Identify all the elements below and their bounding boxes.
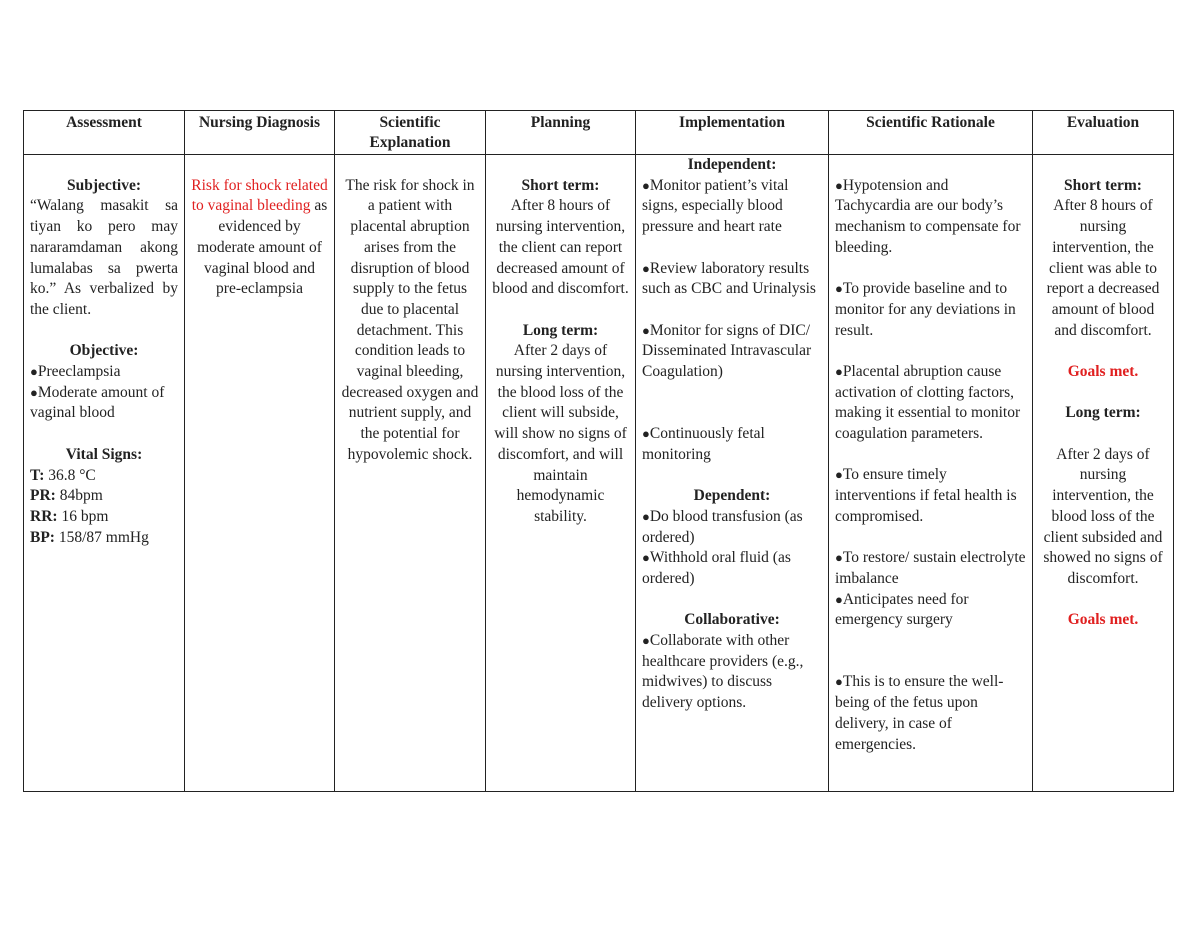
- vital-sign-pulse: [30, 486, 178, 507]
- independent-item: ● Continuously fetal monitoring: [642, 424, 822, 465]
- vital-sign-blood-pressure: [30, 528, 178, 549]
- header-evaluation: Evaluation: [1033, 111, 1174, 155]
- rationale-item: ● To restore/ sustain electrolyte imbalance: [835, 548, 1026, 589]
- header-assessment: Assessment: [24, 111, 185, 155]
- vital-sign-respiration: [30, 507, 178, 528]
- scientific-explanation-cell: [335, 155, 486, 792]
- vital-label: RR:: [30, 507, 58, 525]
- header-planning: Planning: [486, 111, 636, 155]
- rationale-item: ● Hypotension and Tachycardia are our body’s mechanism to compensate for bleeding.: [835, 176, 1026, 259]
- subjective-text: “Walang masakit sa tiyan ko pero may nararamdaman akong lumalabas sa pwerta ko.” As verbalized by the client.: [30, 197, 178, 318]
- evaluation-cell: [1033, 155, 1174, 792]
- evaluation-long-text: After 2 days of nursing intervention, the blood loss of the client subsided and showed no signs of discomfort.: [1043, 445, 1163, 587]
- vital-label: PR:: [30, 487, 56, 505]
- planning-long-text: After 2 days of nursing intervention, the blood loss of the client will subside, will show no signs of discomfort, and will maintain hemodynamic stability.: [494, 342, 627, 525]
- vital-label: BP:: [30, 528, 55, 546]
- objective-item: ● Preeclampsia: [30, 362, 178, 383]
- scientific-explanation-text: The risk for shock in a patient with placental abruption arises from the disruption of blood supply to the fetus due to placental detachment. This condition leads to vaginal bleeding, decreased oxygen and nutrient supply, and the potential for hypovolemic shock.: [341, 176, 479, 463]
- independent-item: ● Review laboratory results such as CBC and Urinalysis: [642, 259, 822, 300]
- objective-heading: Objective:: [69, 342, 139, 360]
- dependent-item: ● Do blood transfusion (as ordered): [642, 507, 822, 548]
- planning-short-heading: Short term:: [521, 176, 600, 194]
- nursing-diagnosis-text: [191, 176, 328, 300]
- independent-item: ● Monitor patient’s vital signs, especially blood pressure and heart rate: [642, 176, 822, 238]
- assessment-cell: [24, 155, 185, 792]
- body-row: [24, 155, 1174, 792]
- diagnosis-highlight: Risk for shock related to vaginal bleeding: [191, 176, 328, 215]
- rationale-item: ● Placental abruption cause activation of clotting factors, making it essential to monitor coagulation parameters.: [835, 362, 1026, 445]
- objective-item: ● Moderate amount of vaginal blood: [30, 383, 178, 424]
- implementation-cell: [636, 155, 829, 792]
- dependent-item: ● Withhold oral fluid (as ordered): [642, 548, 822, 589]
- planning-cell: [486, 155, 636, 792]
- diagnosis-rest: as evidenced by moderate amount of vaginal blood and pre-eclampsia: [197, 197, 328, 298]
- collaborative-heading: Collaborative:: [684, 611, 780, 629]
- subjective-heading: Subjective:: [66, 176, 142, 194]
- vital-value: 16 bpm: [57, 507, 109, 525]
- evaluation-long-heading: Long term:: [1065, 404, 1141, 422]
- goals-met-label: Goals met.: [1067, 363, 1139, 380]
- vital-value: 158/87 mmHg: [54, 528, 149, 546]
- nursing-care-plan-table: [23, 110, 1174, 792]
- vital-label: T:: [30, 466, 45, 484]
- vital-sign-temperature: [30, 466, 178, 487]
- rationale-item: ● To ensure timely interventions if fetal health is compromised.: [835, 465, 1026, 527]
- independent-item: ● Monitor for signs of DIC/ Disseminated Intravascular Coagulation): [642, 321, 822, 383]
- evaluation-short-heading: Short term:: [1064, 176, 1142, 194]
- independent-heading: Independent:: [687, 156, 777, 173]
- rationale-item: ● To provide baseline and to monitor for any deviations in result.: [835, 279, 1026, 341]
- rationale-item: ● Anticipates need for emergency surgery: [835, 590, 1026, 631]
- collaborative-item: ● Collaborate with other healthcare providers (e.g., midwives) to discuss delivery options.: [642, 631, 822, 714]
- header-scientific-rationale: Scientific Rationale: [829, 111, 1033, 155]
- scientific-rationale-cell: [829, 155, 1033, 792]
- header-scientific-explanation: Scientific Explanation: [335, 111, 486, 155]
- vital-value: 36.8 °C: [44, 466, 96, 484]
- header-row: [24, 111, 1174, 155]
- dependent-heading: Dependent:: [693, 487, 771, 505]
- planning-short-text: After 8 hours of nursing intervention, the client can report decreased amount of blood and discomfort.: [492, 197, 629, 298]
- vital-signs-heading: Vital Signs:: [65, 445, 143, 463]
- vital-value: 84bpm: [55, 487, 103, 505]
- nursing-diagnosis-cell: [185, 155, 335, 792]
- header-nursing-diagnosis: Nursing Diagnosis: [185, 111, 335, 155]
- evaluation-short-text: After 8 hours of nursing intervention, the client was able to report a decreased amount of blood and discomfort.: [1046, 197, 1160, 339]
- header-implementation: Implementation: [636, 111, 829, 155]
- goals-met-label: Goals met.: [1067, 611, 1139, 629]
- rationale-item: ● This is to ensure the well-being of the fetus upon delivery, in case of emergencies.: [835, 672, 1026, 755]
- planning-long-heading: Long term:: [522, 321, 599, 339]
